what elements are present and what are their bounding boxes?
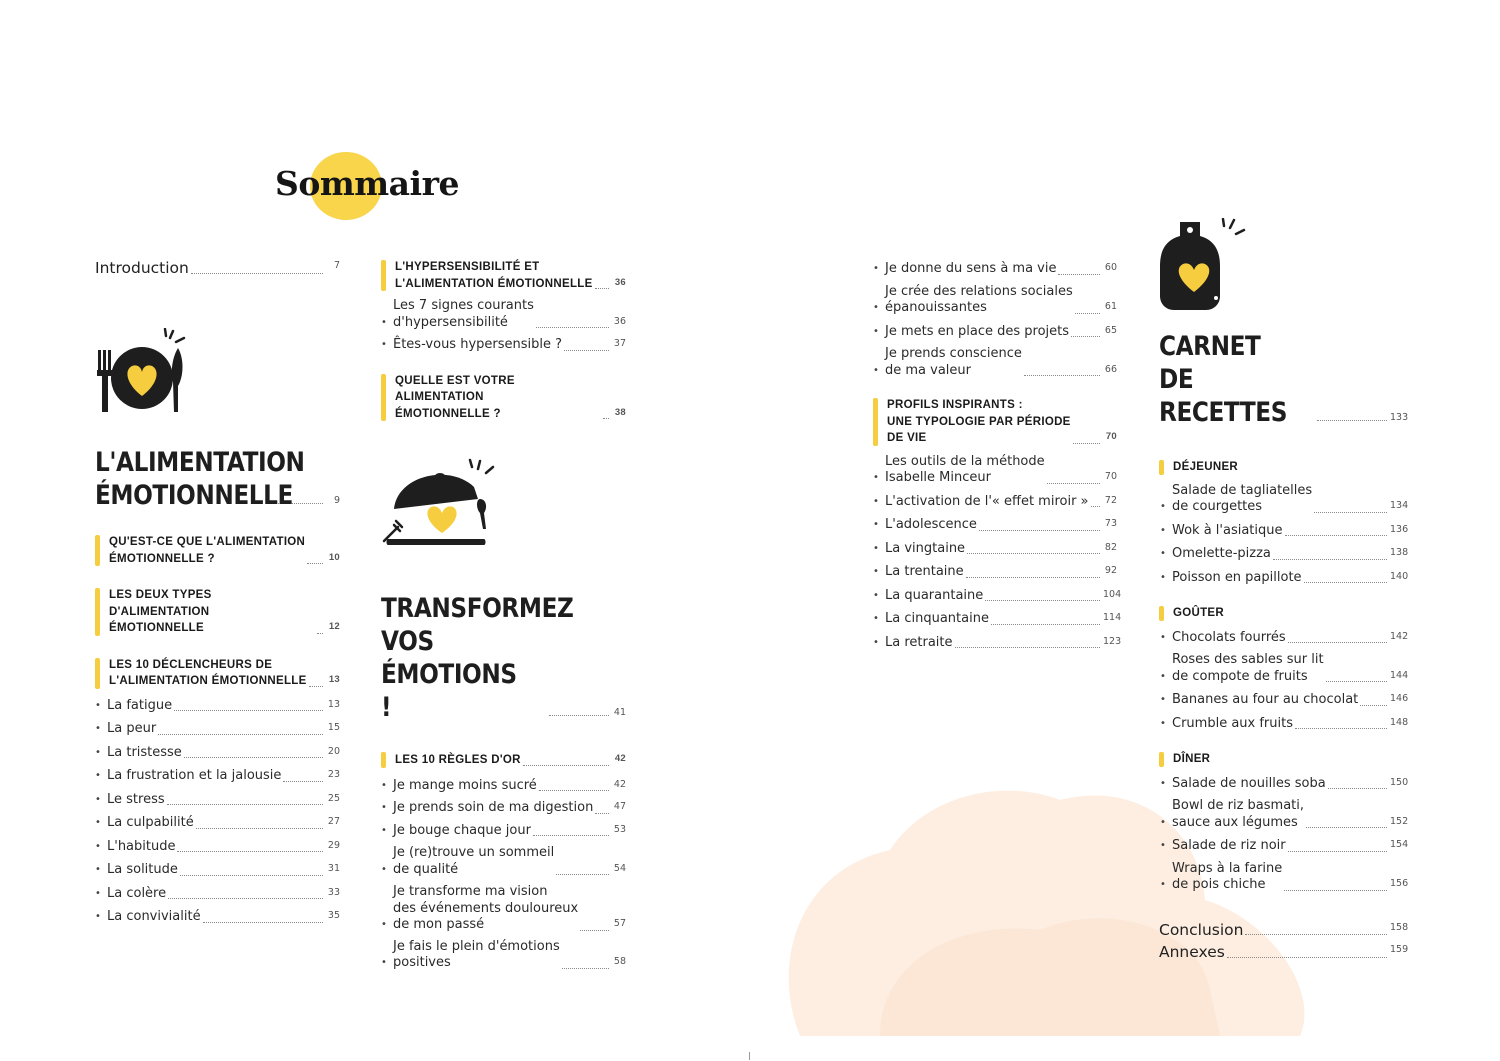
entry-page: 23	[327, 769, 340, 780]
entry-page: 144	[1390, 669, 1409, 681]
entry-label: • Chocolats fourrés	[1172, 629, 1286, 645]
entry-label: Annexes	[1159, 943, 1225, 961]
cloche-heart-icon	[380, 455, 508, 553]
list-item[interactable]	[381, 884, 626, 934]
part-2-title: TRANSFORMEZ VOS ÉMOTIONS !	[381, 593, 574, 723]
entry-label: • La cinquantaine	[885, 611, 989, 626]
section-marker	[381, 374, 386, 422]
entry-label: • Roses des sables sur lit de compote de fruits	[1172, 652, 1324, 684]
entry-label: • Crumble aux fruits	[1172, 715, 1293, 731]
leader-dots	[1295, 728, 1387, 729]
leader-dots	[1071, 336, 1100, 337]
list-item[interactable]	[1160, 691, 1409, 709]
leader-dots	[1047, 483, 1100, 484]
leader-dots	[979, 530, 1100, 531]
leader-dots	[180, 875, 323, 876]
entry-page: 82	[1104, 541, 1117, 553]
list-item[interactable]	[381, 939, 626, 972]
entry-label: • Je transforme ma vision des événements douloureux de mon passé	[393, 884, 579, 932]
leader-dots	[539, 790, 609, 791]
leader-dots	[174, 710, 323, 711]
leader-dots	[603, 418, 609, 419]
section-marker	[1159, 606, 1164, 621]
cutting-board-heart-icon	[1158, 218, 1248, 312]
leader-dots	[1073, 443, 1100, 444]
entry-label: • La fatigue	[107, 697, 173, 713]
entry-label: • Êtes-vous hypersensible ?	[393, 337, 563, 352]
part-1-title: L'ALIMENTATION ÉMOTIONNELLE	[95, 447, 305, 511]
toc-column-2	[381, 259, 626, 422]
part-1-heading[interactable]	[95, 446, 340, 512]
entry-label: • Salade de riz noir	[1172, 838, 1286, 853]
entry-label: • Je mange moins sucré	[393, 777, 537, 793]
entry-page: 70	[1104, 471, 1117, 482]
list-item[interactable]	[95, 885, 340, 903]
leader-dots	[317, 633, 323, 634]
group-gouter	[1159, 605, 1404, 622]
entry-page: 7	[333, 260, 340, 271]
entry-page: 156	[1390, 878, 1409, 889]
leader-dots	[168, 898, 323, 899]
list-item[interactable]	[1160, 798, 1409, 831]
leader-dots	[1288, 642, 1387, 643]
title-text: Sommaire	[275, 164, 459, 203]
section-page: 13	[328, 674, 340, 685]
leader-dots	[564, 350, 609, 351]
list-item[interactable]	[381, 799, 626, 817]
entry-page: 142	[1390, 630, 1409, 642]
entry-label: • La culpabilité	[107, 815, 194, 830]
leader-dots	[309, 686, 323, 687]
entry-page: 138	[1390, 547, 1409, 558]
leader-dots	[1288, 851, 1387, 852]
group-dejeuner	[1159, 459, 1404, 476]
section-hypersensibilite[interactable]	[381, 259, 626, 292]
list-item[interactable]	[873, 563, 1117, 581]
list-item[interactable]	[1160, 522, 1409, 540]
list-item[interactable]	[873, 610, 1122, 628]
section-marker	[95, 588, 100, 636]
entry-page: 150	[1390, 776, 1409, 788]
entry-page: 33	[327, 886, 340, 898]
entry-label: • La peur	[107, 721, 157, 736]
list-item[interactable]	[873, 634, 1122, 652]
section-label: QU'EST-CE QUE L'ALIMENTATION ÉMOTIONNELLE ?	[109, 536, 306, 565]
leader-dots	[1075, 313, 1100, 314]
list-item[interactable]	[1160, 775, 1409, 793]
section-page: 70	[1105, 431, 1117, 442]
entry-label: • Wok à l'asiatique	[1172, 522, 1283, 538]
section-label: PROFILS INSPIRANTS : UNE TYPOLOGIE PAR PÉRIODE DE VIE	[887, 399, 1071, 444]
entry-page: 20	[327, 745, 340, 757]
entry-label: • La tristesse	[107, 744, 182, 760]
entry-page: 60	[1104, 262, 1117, 273]
list-item[interactable]	[95, 908, 340, 926]
entry-page: 25	[327, 792, 340, 804]
entry-page: 57	[613, 918, 626, 929]
leader-dots	[536, 327, 609, 328]
entry-page: 54	[613, 862, 626, 874]
entry-page: 72	[1104, 494, 1117, 506]
list-item[interactable]	[95, 744, 340, 762]
entry-label: • Bowl de riz basmati, sauce aux légumes	[1172, 798, 1305, 830]
entry-label: • L'adolescence	[885, 517, 977, 532]
entry-label: • Je prends soin de ma digestion	[393, 800, 594, 815]
list-item[interactable]	[381, 777, 626, 795]
entry-page: 123	[1103, 635, 1122, 647]
list-item[interactable]	[95, 791, 340, 809]
entry-page: 114	[1103, 612, 1122, 623]
entry-page: 73	[1104, 518, 1117, 529]
list-item[interactable]	[873, 260, 1117, 278]
leader-dots	[1091, 506, 1101, 507]
section-page: 42	[614, 753, 626, 764]
toc-column-3	[873, 260, 1122, 651]
leader-dots	[1326, 681, 1387, 682]
leader-dots	[549, 715, 609, 716]
list-item[interactable]	[381, 298, 626, 331]
entry-page: 27	[327, 816, 340, 827]
leader-dots	[307, 563, 323, 564]
list-item[interactable]	[95, 767, 340, 785]
section-deux-types[interactable]	[95, 587, 340, 637]
list-item[interactable]	[873, 346, 1117, 379]
toc-entry-conclusion[interactable]	[1159, 920, 1409, 939]
section-label: LES DEUX TYPES D'ALIMENTATION ÉMOTIONNELLE	[109, 589, 212, 634]
section-marker	[381, 260, 386, 291]
section-page: 10	[328, 551, 340, 563]
leader-dots	[1058, 274, 1100, 275]
section-label: QUELLE EST VOTRE ALIMENTATION ÉMOTIONNELLE ?	[395, 374, 515, 420]
leader-dots	[562, 968, 609, 969]
entry-page: 65	[1104, 324, 1117, 336]
leader-dots	[967, 553, 1100, 554]
section-label: LES 10 RÈGLES D'OR	[395, 754, 521, 766]
entry-label: • La quarantaine	[885, 587, 984, 603]
leader-dots	[191, 273, 323, 274]
leader-dots	[1285, 535, 1387, 536]
list-item[interactable]	[381, 336, 626, 354]
list-item[interactable]	[873, 323, 1117, 341]
section-marker	[381, 752, 386, 768]
part-3	[1159, 330, 1409, 961]
plate-heart-icon	[92, 328, 194, 414]
section-label: LES 10 DÉCLENCHEURS DE L'ALIMENTATION ÉMOTIONNELLE	[109, 658, 307, 687]
group-title: GOÛTER	[1173, 607, 1224, 619]
entry-label: • Bananes au four au chocolat	[1172, 692, 1359, 707]
section-marker	[873, 398, 878, 446]
leader-dots	[1284, 890, 1387, 891]
entry-label: • Je mets en place des projets	[885, 323, 1070, 339]
leader-dots	[196, 828, 323, 829]
page-gutter-mark	[749, 1052, 750, 1060]
leader-dots	[1227, 957, 1387, 958]
entry-page: 66	[1104, 363, 1117, 375]
leader-dots	[158, 734, 323, 735]
leader-dots	[1304, 582, 1387, 583]
leader-dots	[533, 835, 609, 836]
toc-entry-introduction[interactable]	[95, 258, 340, 277]
section-marker	[1159, 752, 1164, 767]
leader-dots	[203, 922, 323, 923]
entry-page: 158	[1390, 921, 1409, 933]
entry-label: • L'habitude	[107, 838, 176, 854]
entry-page: 36	[613, 315, 626, 327]
entry-label: • Je fais le plein d'émotions positives	[393, 938, 560, 970]
leader-dots	[167, 804, 323, 805]
entry-label: • Omelette-pizza	[1172, 546, 1271, 561]
leader-dots	[966, 577, 1100, 578]
leader-dots	[1306, 827, 1387, 828]
section-marker	[95, 658, 100, 689]
leader-dots	[1024, 375, 1100, 376]
leader-dots	[523, 765, 609, 766]
entry-page: 154	[1390, 839, 1409, 850]
entry-page: 35	[327, 910, 340, 921]
list-item[interactable]	[95, 838, 340, 856]
list-item[interactable]	[873, 493, 1117, 511]
entry-label: • La frustration et la jalousie	[107, 768, 282, 783]
list-item[interactable]	[381, 822, 626, 840]
entry-label: Conclusion	[1159, 920, 1244, 939]
entry-page: 146	[1390, 693, 1409, 704]
group-title: DÉJEUNER	[1173, 461, 1239, 473]
entry-page: 148	[1390, 716, 1409, 728]
entry-label: • La vingtaine	[885, 540, 966, 556]
entry-label: • L'activation de l'« effet miroir »	[885, 493, 1089, 509]
part-1	[95, 446, 340, 926]
entry-page: 13	[327, 698, 340, 710]
part-2-heading[interactable]	[381, 592, 626, 724]
section-label: L'HYPERSENSIBILITÉ ET L'ALIMENTATION ÉMOTIONNELLE	[395, 261, 593, 290]
section-10-regles[interactable]	[381, 751, 626, 769]
entry-label: • Les 7 signes courants d'hypersensibilité	[393, 298, 534, 330]
entry-page: 58	[613, 956, 626, 967]
entry-label: • La solitude	[107, 862, 178, 877]
section-profils[interactable]	[873, 397, 1117, 447]
list-item[interactable]	[1160, 860, 1409, 894]
list-item[interactable]	[95, 720, 340, 738]
group-diner	[1159, 751, 1404, 768]
leader-dots	[1360, 705, 1387, 706]
entry-label: • Wraps à la farine de pois chiche	[1172, 860, 1283, 892]
list-item[interactable]	[873, 454, 1117, 487]
trigger-list	[95, 697, 340, 926]
list-item[interactable]	[95, 861, 340, 879]
section-qu-est-ce[interactable]	[95, 534, 340, 567]
toc-entry-annexes[interactable]	[1159, 942, 1409, 961]
leader-dots	[556, 874, 609, 875]
entry-label: • La convivialité	[107, 909, 201, 924]
leader-dots	[1245, 934, 1387, 935]
leader-dots	[1328, 788, 1387, 789]
leader-dots	[580, 930, 609, 931]
leader-dots	[1273, 559, 1387, 560]
list-item[interactable]	[873, 284, 1117, 317]
entry-page: 136	[1390, 523, 1409, 535]
entry-label: • La colère	[107, 885, 167, 901]
list-item[interactable]	[873, 516, 1117, 534]
list-item[interactable]	[381, 845, 626, 878]
part-3-heading[interactable]	[1159, 330, 1409, 429]
list-item[interactable]	[1160, 545, 1409, 563]
entry-page: 134	[1390, 500, 1409, 511]
entry-label: • La retraite	[885, 634, 953, 650]
list-item[interactable]	[873, 587, 1122, 605]
entry-page: 140	[1390, 570, 1409, 582]
list-item[interactable]	[1160, 837, 1409, 855]
entry-page: 47	[613, 801, 626, 812]
part-1-page: 9	[333, 495, 340, 506]
leader-dots	[177, 851, 323, 852]
part-3-page: 133	[1390, 412, 1409, 423]
list-item[interactable]	[1160, 715, 1409, 733]
leader-dots	[955, 647, 1100, 648]
section-marker	[95, 535, 100, 566]
entry-label: • Les outils de la méthode Isabelle Minceur	[885, 453, 1045, 485]
section-page: 12	[328, 621, 340, 632]
entry-page: 37	[613, 338, 626, 349]
entry-page: 152	[1390, 815, 1409, 827]
leader-dots	[595, 813, 609, 814]
entry-page: 15	[327, 722, 340, 733]
leader-dots	[1317, 420, 1387, 421]
section-page: 38	[614, 406, 626, 418]
entry-label: • Poisson en papillote	[1172, 569, 1302, 585]
entry-page: 53	[613, 823, 626, 835]
page-title	[270, 150, 460, 225]
list-item[interactable]	[1160, 629, 1409, 647]
part-3-title: CARNET DE RECETTES	[1159, 331, 1288, 428]
part-2	[381, 592, 626, 972]
section-quelle-alimentation[interactable]	[381, 373, 626, 423]
section-page: 36	[614, 276, 626, 288]
list-item[interactable]	[95, 814, 340, 832]
part-2-page: 41	[613, 707, 626, 718]
leader-dots	[991, 624, 1100, 625]
list-item[interactable]	[1160, 482, 1409, 516]
entry-label: • Salade de tagliatelles de courgettes	[1172, 482, 1313, 514]
list-item[interactable]	[1160, 569, 1409, 587]
entry-label: • La trentaine	[885, 564, 964, 579]
entry-page: 42	[613, 778, 626, 790]
entry-label: • Je (re)trouve un sommeil de qualité	[393, 845, 555, 877]
entry-label: • Le stress	[107, 791, 165, 807]
entry-label: • Salade de nouilles soba	[1172, 775, 1326, 791]
entry-page: 61	[1104, 301, 1117, 312]
entry-label: • Je donne du sens à ma vie	[885, 261, 1057, 276]
section-marker	[1159, 460, 1164, 475]
list-item[interactable]	[95, 697, 340, 715]
entry-page: 29	[327, 839, 340, 851]
entry-label: • Je crée des relations sociales épanouissantes	[885, 283, 1073, 315]
leader-dots	[595, 288, 609, 289]
list-item[interactable]	[1160, 652, 1409, 685]
entry-page: 159	[1390, 944, 1409, 955]
entry-page: 104	[1103, 588, 1122, 600]
list-item[interactable]	[873, 540, 1117, 558]
leader-dots	[283, 781, 323, 782]
leader-dots	[985, 600, 1100, 601]
entry-label: Introduction	[95, 259, 189, 277]
entry-label: • Je prends conscience de ma valeur	[885, 346, 1022, 378]
entry-label: • Je bouge chaque jour	[393, 822, 531, 838]
toc-column-1	[95, 258, 340, 277]
section-10-declencheurs[interactable]	[95, 657, 340, 690]
group-title: DÎNER	[1173, 753, 1211, 765]
entry-page: 92	[1104, 565, 1117, 576]
leader-dots	[184, 757, 323, 758]
entry-page: 31	[327, 863, 340, 874]
leader-dots	[1314, 512, 1387, 513]
